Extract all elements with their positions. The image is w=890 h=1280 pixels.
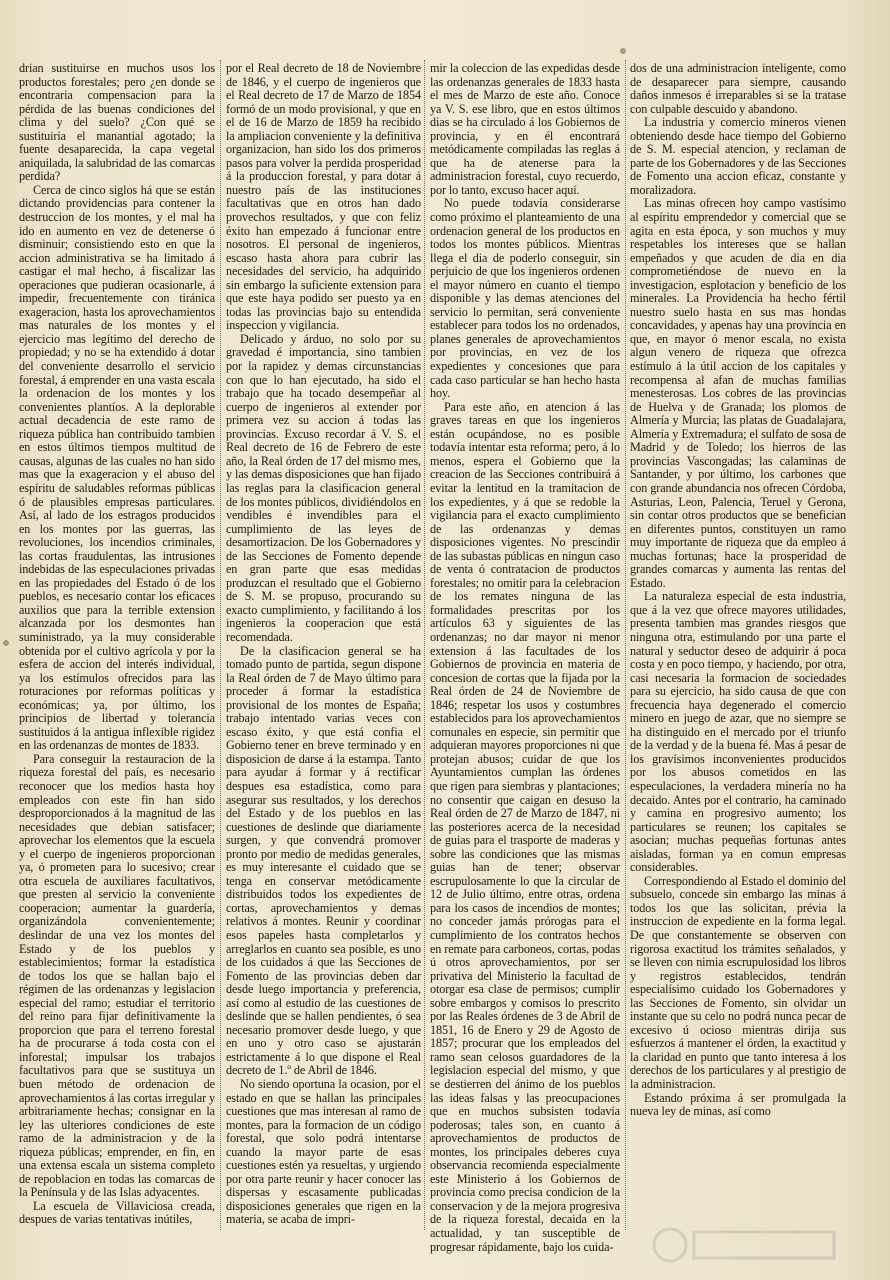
paragraph: Estando próxima á ser promulgada la nueva ley de minas, así como <box>630 1090 846 1119</box>
paragraph: Para este año, en atencion á las graves tareas en que los ingenieros están ocupándose, no es posible todavía intentar esta reforma; pero, á lo menos, espera el Gobierno que la creacion de las Secciones contribuirá á evitar la lentitud en la tramitacion de los expedientes, y á que se redoble la vigilancia para el exacto cumplimiento de las ordenanzas y demas disposiciones vigentes. No prescindir de las subastas públicas en ningun caso de venta ó contratacion de productos forestales; no omitir para la celebracion de los remates ninguna de las formalidades prescritas por los artículos 63 y siguientes de las ordenanzas; no dar mayor ni menor extension á las facultades de los Gobiernos de provincia en materia de concesion de cortas que la fijada por la Real órden de 24 de Noviembre de 1846; respetar los usos y costumbres establecidos para los aprovechamientos comunales en especie, sin permitir que adquieran mayores proporciones ni que protejan abusos; cuidar de que los Ayuntamientos cumplan las órdenes que rigen para siembras y plantaciones; no consentir que caigan en desuso la Real órden de 27 de Marzo de 1847, ni las posteriores acerca de la necesidad de guias para el trasporte de maderas y sobre las condiciones que las mismas guias han de tener; observar escrupulosamente lo que la circular de 12 de Julio último, entre otras, ordena para los casos de incendios de montes; no conceder jamás prórogas para el cumplimiento de los contratos hechos en remate para carboneos, cortas, podas ú otros aprovechamientos, por ser privativa del Ministerio la facultad de otorgar esa clase de permisos; cumplir sobre embargos y comisos lo prescrito por las Reales órdenes de 3 de Abril de 1851, 16 de Enero y 29 de Agosto de 1857; procurar que los empleados del ramo sean celosos guardadores de la legislacion especial del mismo, y que se destierren del ánimo de los pueblos las ideas falsas y las preocupaciones que en muchos subsisten todavía poderosas; tales son, en cuanto á aprovechamientos de productos de montes, los principales deberes cuya observancia recomienda especialmente este Ministerio á los Gobiernos de provincia como precisa condicion de la conservacion y de la mejora progresiva de la riqueza forestal, decaida en la actualidad, y tan susceptible de progresar rápidamente, bajo los cuida- <box>430 399 620 1254</box>
binding-hole-left <box>3 640 9 646</box>
paragraph: Cerca de cinco siglos há que se están dictando providencias para contener la destruccion de los montes, y el mal ha ido en aumento en vez de detenerse ó disminuir; consistiendo esto en que la accion administrativa se ha limitado á castigar el mal hecho, á fiscalizar las operaciones que pudieran ocasionarle, á impedir, frecuentemente con tiránica exageracion, hasta los aprovechamientos mas naturales de los montes y el ejercicio mas legítimo del derecho de propiedad; y no se ha extendido á dotar del conveniente desarrollo el servicio forestal, á emprender en una vasta escala la ordenacion de los montes y los convenientes plantíos. A la deplorable actual decadencia de este ramo de riqueza pública han contribuido tambien en estos últimos tiempos multitud de causas, algunas de las cuales no han sido mas que la exageracion y el abuso del espíritu de saludables reformas públicas ó de plausibles empresas particulares. Así, al lado de los estragos producidos en los montes por las guerras, las revoluciones, los incendios criminales, las cortas fraudulentas, las intrusiones indebidas de las especulaciones privadas en las propiedades del Estado ó de los pueblos, es necesario contar los eficaces auxilios que para la terrible extension alcanzada por los desmontes han suministrado, ya la muy considerable obtenida por el cultivo agrícola y por la esfera de accion del interés individual, ya los estímulos ofrecidos para las roturaciones por reformas políticas y económicas; ya, por último, los principios de libertad y tolerancia sustituidos á la antigua inflexible rigidez en las ordenanzas de montes de 1833. <box>19 182 215 753</box>
paragraph: drian sustituirse en muchos usos los productos forestales; pero ¿en donde se encontraria compensacion para la pérdida de las buenas condiciones del clima y del suelo? ¿Con qué se sustituiria el manantial agotado; la fuente desaparecida, la capa vegetal aniquilada, la salubridad de las comarcas perdida? <box>19 61 215 184</box>
paragraph: La escuela de Villaviciosa creada, despues de varias tentativas inútiles, <box>19 1198 215 1227</box>
binding-hole-top <box>620 48 626 54</box>
paragraph: De la clasificacion general se ha tomado punto de partida, segun dispone la Real órden de 7 de Mayo último para proceder á formar la estadística provisional de los montes de España; trabajo intentado varias veces con escaso éxito, y que está confia el Gobierno tener en breve terminado y en disposicion de darse á la estampa. Tanto para ayudar á formar y á rectificar despues esa estadística, como para asegurar sus resultados, y los derechos del Estado y de los pueblos en las cuestiones de deslinde que diariamente surgen, y que convendrá promover pronto por medio de medidas generales, es muy interesante el cuidado que se tenga en conservar metódicamente distribuidos todos los expedientes de cortas, aprovechamientos y demas relativos á montes. Reunir y coordinar esos papeles hasta completarlos y arreglarlos en cuanto sea posible, es uno de los cuidados á que las Secciones de Fomento de las provincias deben dar desde luego importancia y preferencia, así como al estudio de las cuestiones de deslinde que se hallen pendientes, ó sea necesario promover desde luego, y que en uno y otro caso se ajustarán estrictamente á lo que dispone el Real decreto de 1.º de Abril de 1846. <box>226 643 421 1078</box>
paragraph: por el Real decreto de 18 de Noviembre de 1846, y el cuerpo de ingenieros que el Real decreto de 17 de Marzo de 1854 formó de un modo provisional, y que en el de 16 de Marzo de 1859 ha recibido la ampliacion conveniente y la definitiva organizacion, han sido los dos primeros pasos para volver la perdida prosperidad á la produccion forestal, y para dotar á nuestro país de las instituciones facultativas que en otros han dado provechos resultados, y que con feliz éxito han empezado á funcionar entre nosotros. El personal de ingenieros, escaso hasta ahora para cubrir las necesidades del servicio, ha adquirido sin embargo la suficiente extension para que este haya podido ser puesto ya en todas las provincias bajo su entendida inspeccion y vigilancia. <box>226 61 421 333</box>
text-column-1 <box>19 62 215 1237</box>
paragraph: No siendo oportuna la ocasion, por el estado en que se hallan las principales cuestiones que mas interesan al ramo de montes, para la formacion de un código forestal, que solo podrá intentarse cuando la mayor parte de esas cuestiones estén ya resueltas, y urgiendo por otra parte reunir y hacer conocer las dispersas y escasamente publicadas disposiciones generales que rigen en la materia, se acaba de impri- <box>226 1077 421 1227</box>
paragraph: Delicado y árduo, no solo por su gravedad é importancia, sino tambien por la rapidez y demas circunstancias con que lo han ejecutado, ha sido el trabajo que ha tocado desempeñar al cuerpo de ingenieros al extender por primera vez su accion á todas las provincias. Excuso recordar á V. S. el Real decreto de 16 de Febrero de este año, la Real órden de 17 del mismo mes, y las demas disposiciones que han fijado las reglas para la clasificacion general de los montes públicos, dividiéndolos en vendibles é invendibles para el cumplimiento de las leyes de desamortizacion. De los Gobernadores y de las Secciones de Fomento depende en gran parte que esas medidas produzcan el resultado que el Gobierno de S. M. se propuso, procurando su exacto cumplimiento, y facilitando á los ingenieros la cooperacion que está recomendada. <box>226 331 421 644</box>
text-column-3 <box>430 61 620 1254</box>
paragraph: Para conseguir la restauracion de la riqueza forestal del país, es necesario reconocer que los medios hasta hoy empleados con este fin han sido desproporcionados á la magnitud de las necesidades que debian satisfacer; aprovechar los elementos que la escuela y el cuerpo de ingenieros proporcionan ya, ó prometen para lo sucesivo; crear otra escuela de auxiliares facultativos, que presten al servicio la conveniente cooperacion; aumentar la guardería, organizándola convenientemente; deslindar de una vez los montes del Estado y de los pueblos y establecimientos; formar la estadística de todos los que se hallan bajo el régimen de las ordenanzas y legislacion especial del ramo; estudiar el territorio del reino para fijar definitivamente la proporcion que para el terreno forestal ha de procurarse á toda costa con el inforestal; impulsar los trabajos facultativos para que se sustituya un buen método de ordenacion de aprovechamientos á las cortas irregular y arbitrariamente hechas; consignar en la ley las ulteriores condiciones de este ramo de la administracion y de la riqueza públicas; emprender, en fin, en una extensa escala un sistema completo de repoblacion en todas las comarcas de la Península y de las Islas adyacentes. <box>19 751 215 1200</box>
text-column-4 <box>630 62 846 1237</box>
column-divider <box>424 60 425 1230</box>
column-divider <box>220 60 221 1230</box>
paragraph: Las minas ofrecen hoy campo vastísimo al espíritu emprendedor y comercial que se agita en esta época, y son muchos y muy respetables los intereses que se hallan empeñados y que acuden de dia en dia comprometiéndose de nuevo en la investigacion, esplotacion y beneficio de los minerales. La Providencia ha hecho fértil nuestro suelo hasta en sus mas hondas concavidades, y apenas hay una provincia en que, en mayor ó menor escala, no exista algun venero de riqueza que ofrezca estímulo á la útil accion de los capitales y recompensa al afan de muchas familias menesterosas. Los cobres de las provincias de Huelva y de Granada; los plomos de Almería y Murcia; las platas de Guadalajara, Almería y Extremadura; el sulfato de sosa de Madrid y de Toledo; los hierros de las provincias Vascongadas; las calaminas de Santander, y por último, los carbones que con grande abundancia nos ofrecen Córdoba, Asturias, Leon, Palencia, Teruel y Gerona, sin contar otros productos que se benefician en diferentes puntos, constituyen un ramo muy importante de riqueza que da empleo á muchas fortunas; hace la prosperidad de grandes comarcas y aumenta las rentas del Estado. <box>630 196 846 590</box>
paragraph: Correspondiendo al Estado el dominio del subsuelo, concede sin embargo las minas á todos los que las solicitan, prévia la instruccion de expediente en la forma legal. De que constantemente se observen con rigorosa exactitud los trámites señalados, y se lleven con nimia escrupulosidad los libros y registros establecidos, tendrán especialísimo cuidado los Gobernadores y las Secciones de Fomento, sin olvidar un instante que su celo no podrá nunca pecar de excesivo ú ocioso mientras dirija sus esfuerzos á mantener el órden, la exactitud y la claridad en punto que tanto interesa á los derechos de los particulares y al prestigio de la administracion. <box>630 873 846 1092</box>
column-divider <box>625 60 626 1230</box>
paragraph: dos de una administracion inteligente, como de desaparecer para siempre, causando daños inmesos é irreparables si se la tratase con culpable descuido y abandono. <box>630 61 846 116</box>
paragraph: La naturaleza especial de esta industria, que á la vez que ofrece mayores utilidades, presenta tambien mas grandes riesgos que ninguna otra, estimulando por una parte el natural y seductor deseo de adquirir á poca costa y en poco tiempo, y haciendo, por otra, casi necesaria la formacion de sociedades para su ejercicio, ha sido causa de que con frecuencia haya degenerado el comercio minero en juego de azar, que no siempre se ha distinguido en el mercado por el triunfo de la verdad y de la buena fé. Mas á pesar de los gravísimos inconvenientes producidos por los abusos cometidos en las especulaciones, la verdadera minería no ha decaido. Antes por el contrario, ha caminado y camina en progresivo aumento; los particulares se reunen; los capitales se asocian; muchas pequeñas fortunas antes aisladas, forman ya en comun empresas considerables. <box>630 589 846 875</box>
text-column-2 <box>226 62 421 1237</box>
paragraph: mir la coleccion de las expedidas desde las ordenanzas generales de 1833 hasta el mes de Marzo de este año. Conoce ya V. S. ese libro, que en estos últimos dias se ha circulado á los Gobiernos de provincia, y en él encontrará metódicamente compiladas las reglas á que ha de atenerse para la administracion forestal, cuyo recuerdo, por lo tanto, excuso hacer aquí. <box>430 61 620 197</box>
paragraph: La industria y comercio mineros vienen obteniendo desde hace tiempo del Gobierno de S. M. especial atencion, y reclaman de parte de los Gobernadores y de las Secciones de Fomento una accion eficaz, constante y moralizadora. <box>630 115 846 197</box>
library-watermark <box>650 1218 850 1272</box>
paragraph: No puede todavía considerarse como próximo el planteamiento de una ordenacion general de los productos en todos los montes públicos. Mientras llega el dia de poderlo conseguir, sin perjuicio de que los ingenieros ordenen el mayor número en cuanto el tiempo disponible y las demas atenciones del servicio lo permitan, será conveniente establecer para todos los no ordenados, planes generales de aprovechamientos por provincias, en vez de los expedientes y concesiones que para cada caso particular se han hecho hasta hoy. <box>430 196 620 401</box>
